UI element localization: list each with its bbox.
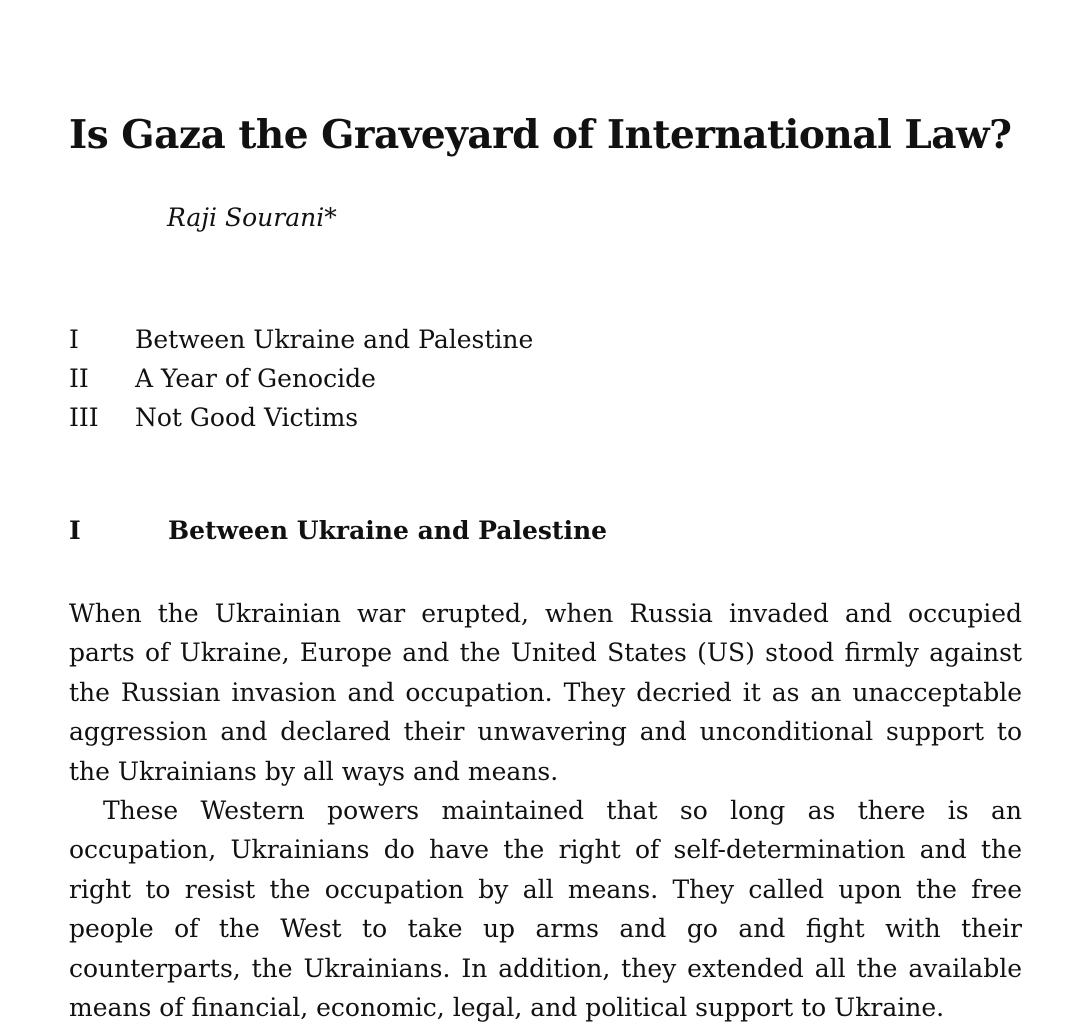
toc-item [69,398,533,437]
toc-item [69,359,533,398]
toc-item-number: I [69,325,79,354]
article-title: Is Gaza the Graveyard of International Law? [69,112,1012,158]
toc-item-number: II [69,364,89,393]
table-of-contents [69,320,533,437]
body-paragraph: These Western powers maintained that so long as there is an occupation, Ukrainians do have the right of self-determination and the right to resist the occupation by all means. They called upon the free people of the West to take up arms and go and fight with their counterparts, the Ukrainians. In addition, they extended all the available means of financial, economic, legal, and political support to Ukraine. [69,796,1022,1023]
body-paragraph: When the Ukrainian war erupted, when Russia invaded and occupied parts of Ukraine, Europe and the United States (US) stood firmly against the Russian invasion and occupation. They decried it as an unacceptable aggression and declared their unwavering and unconditional support to the Ukrainians by all ways and means. [69,599,1022,786]
toc-item [69,320,533,359]
toc-item-label: Not Good Victims [135,403,359,432]
article-author: Raji Sourani* [167,203,337,232]
toc-item-label: Between Ukraine and Palestine [135,325,534,354]
section-heading [69,516,607,545]
section-body [69,594,1022,1027]
section-title: Between Ukraine and Palestine [168,516,608,545]
toc-item-label: A Year of Genocide [135,364,376,393]
toc-item-number: III [69,403,99,432]
section-number: I [69,516,81,545]
